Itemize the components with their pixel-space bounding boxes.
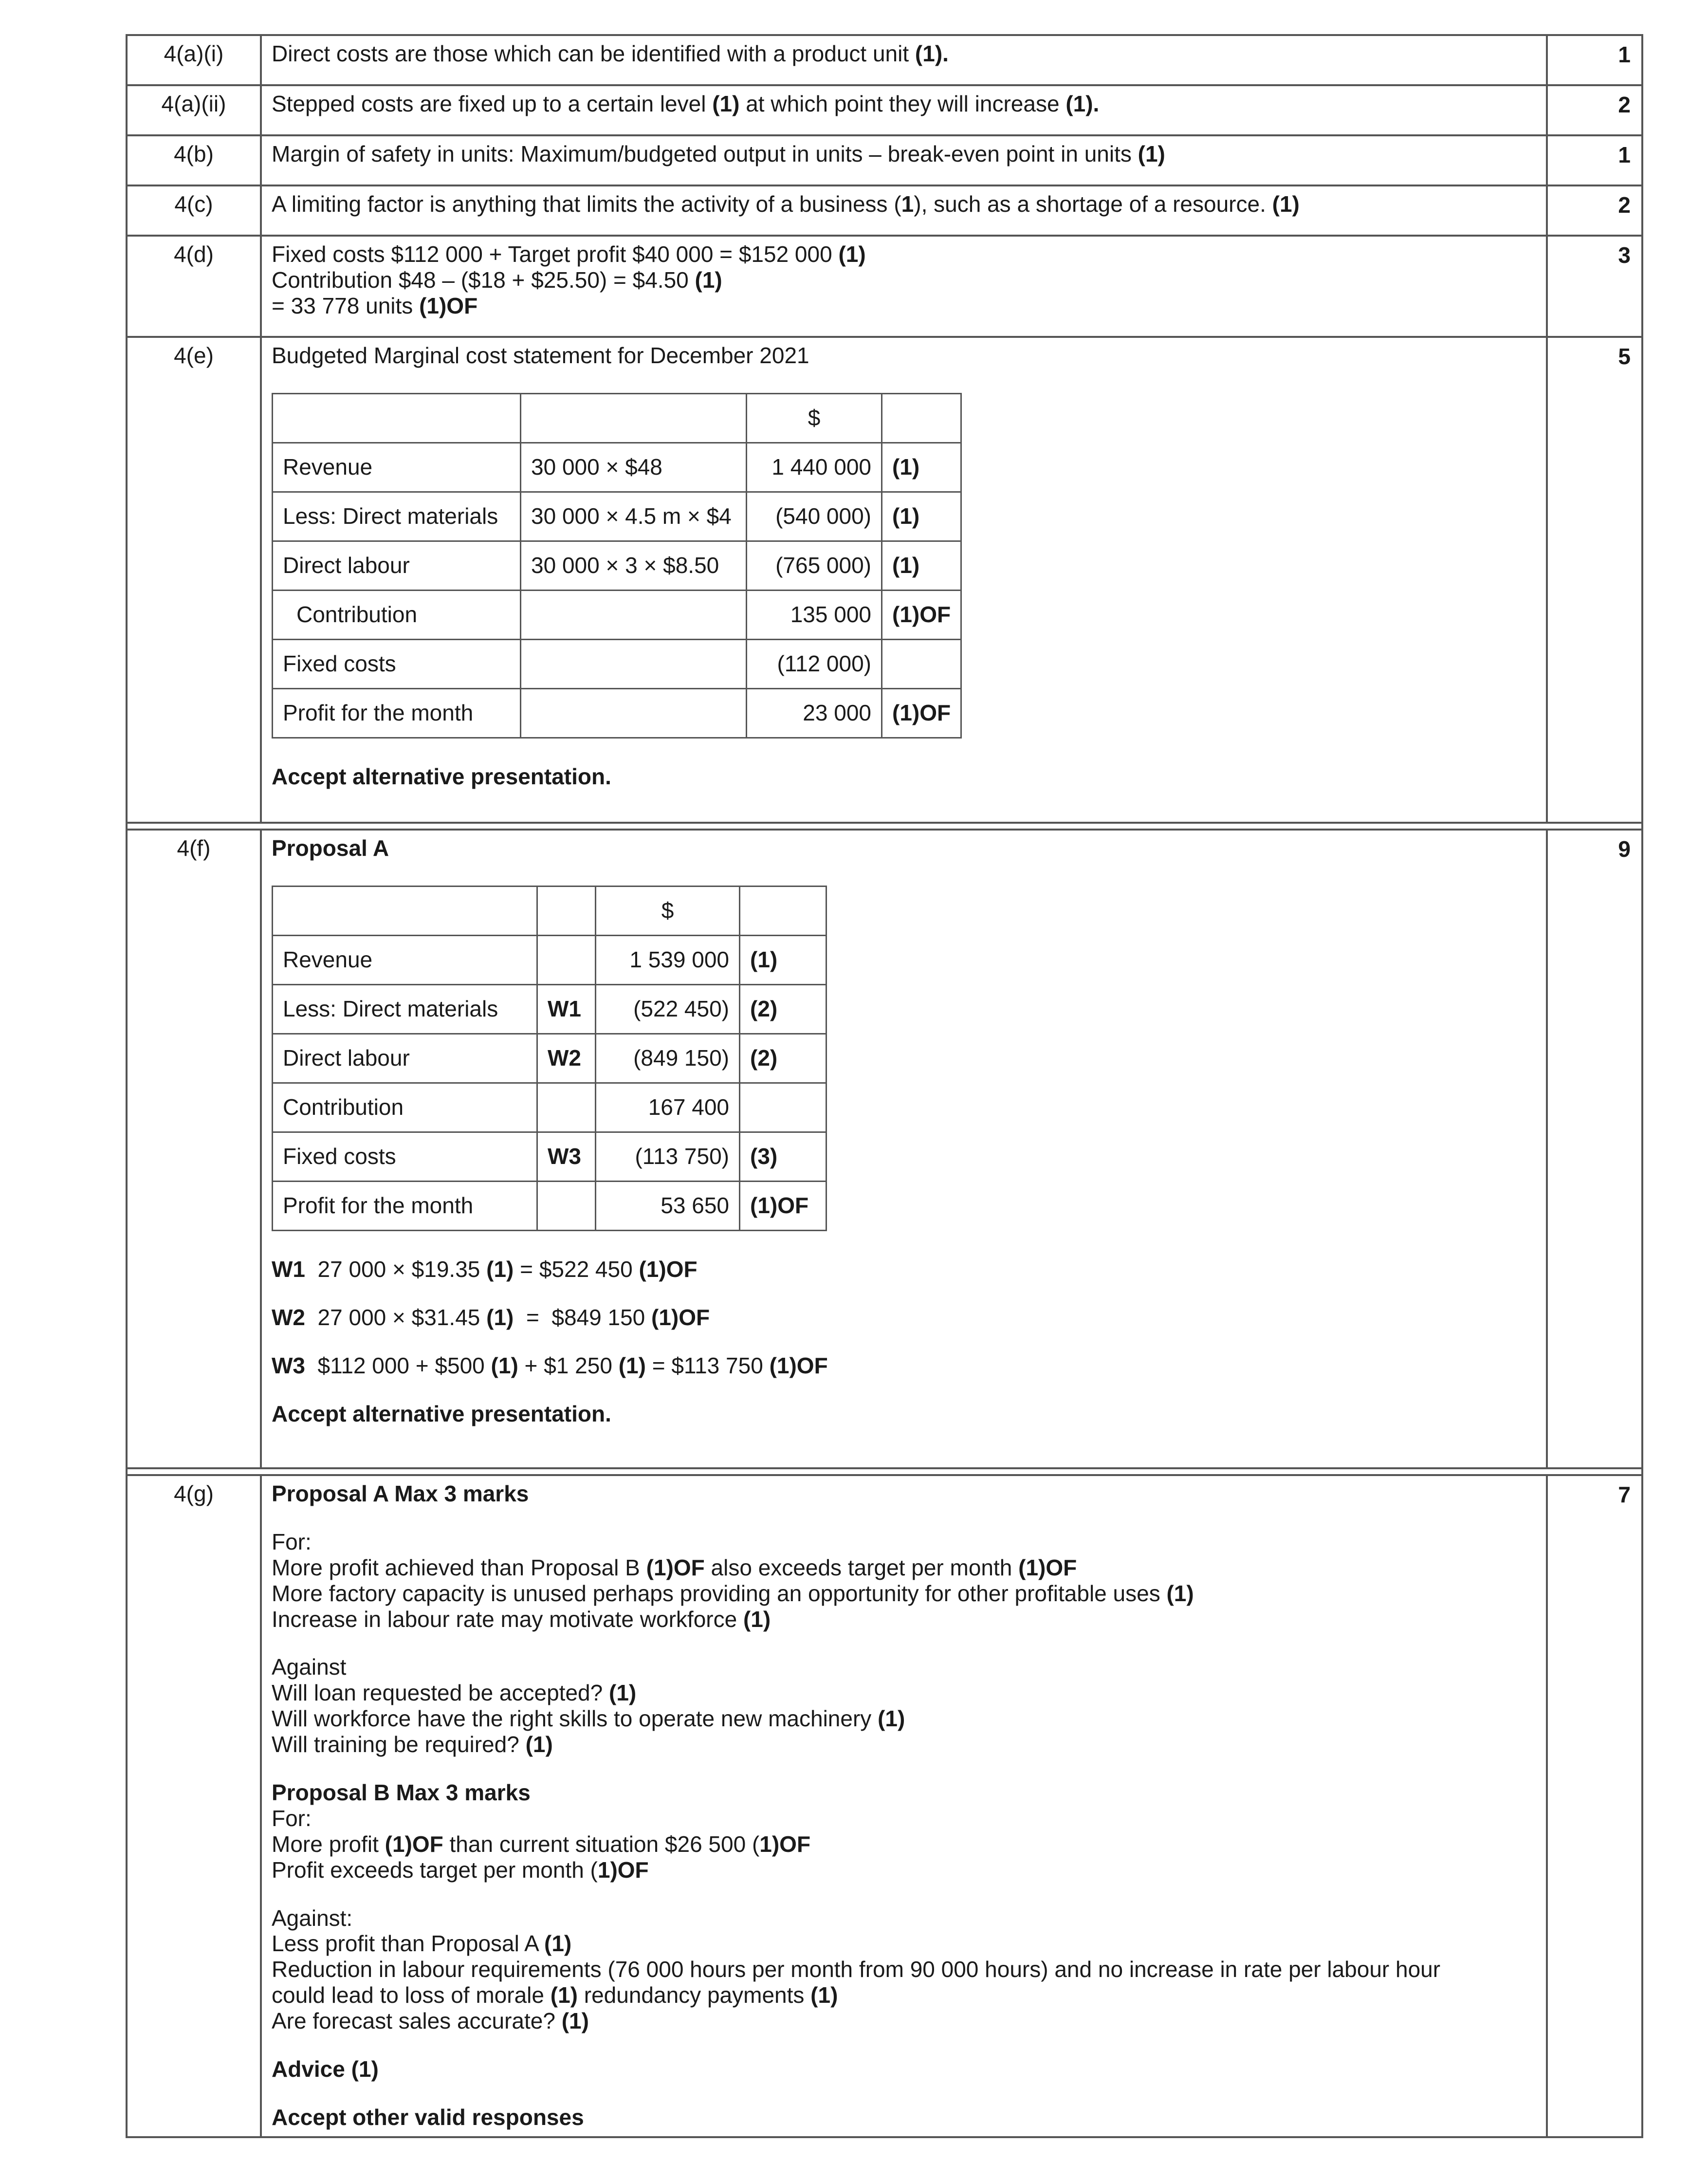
table-row: [273, 393, 961, 443]
line-item-label: Profit for the month: [273, 688, 521, 738]
line-item-label: Less: Direct materials: [273, 984, 537, 1034]
calculation: 30 000 × 3 × $8.50: [521, 541, 747, 590]
separator-spacer: [128, 824, 1641, 829]
working-text: 27 000 × $19.35: [305, 1256, 487, 1282]
amount: 135 000: [747, 590, 882, 639]
mark-allocation: 1)OF: [597, 1857, 649, 1883]
table-row: [273, 688, 961, 738]
line-item-label: Revenue: [273, 443, 521, 492]
working-ref: [537, 1181, 596, 1230]
line-item-label: Fixed costs: [273, 1132, 537, 1181]
calculation: 30 000 × 4.5 m × $4: [521, 492, 747, 541]
working-text: $112 000 + $500: [305, 1352, 491, 1378]
table-cell: [740, 886, 826, 935]
table-row: [127, 35, 1642, 85]
amount: 167 400: [596, 1083, 740, 1132]
answer-text: Profit exceeds target per month (: [272, 1857, 598, 1883]
mark-allocation: (1)OF: [769, 1352, 828, 1378]
question-number: 4(g): [127, 1475, 261, 2137]
mark-allocation: (1): [491, 1352, 518, 1378]
answer-text: More profit: [272, 1831, 385, 1857]
answer-text: Will workforce have the right skills to operate new machinery: [272, 1706, 878, 1732]
working-text: = $522 450: [514, 1256, 639, 1282]
mark-allocation: (1): [712, 91, 740, 116]
mark-allocation: (1): [486, 1256, 514, 1282]
mark-allocation: (3): [740, 1132, 826, 1181]
table-row: [127, 135, 1642, 185]
table-row: [127, 337, 1642, 823]
calculation: 30 000 × $48: [521, 443, 747, 492]
answer-text: Margin of safety in units: Maximum/budgeted output in units – break-even point in units: [272, 141, 1138, 166]
working-text: 27 000 × $31.45: [305, 1304, 487, 1330]
mark-allocation: (1): [695, 267, 722, 293]
mark-allocation: (1): [882, 541, 961, 590]
answer-text: A limiting factor is anything that limits the activity of a business (: [272, 191, 901, 217]
answer-cell: [261, 185, 1547, 236]
mark-allocation: (1): [878, 1706, 905, 1732]
table-row: [127, 236, 1642, 337]
table-row: [273, 886, 826, 935]
table-row: [273, 492, 961, 541]
mark-allocation: (1): [882, 443, 961, 492]
table-row: [273, 935, 826, 984]
answer-line: [272, 1857, 1536, 1883]
table-cell: [882, 393, 961, 443]
working-ref: [537, 1083, 596, 1132]
currency-header: $: [596, 886, 740, 935]
mark-allocation: (1): [1138, 141, 1165, 166]
table-cell: [537, 886, 596, 935]
table-row: [127, 1475, 1642, 2137]
mark-allocation: (1).: [915, 41, 949, 66]
mark-allocation: [882, 639, 961, 688]
row-separator: [127, 1468, 1642, 1475]
examiner-note-row: [272, 1401, 1536, 1427]
question-number: 4(b): [127, 135, 261, 185]
answer-line: [272, 1732, 1536, 1757]
mark-allocation: (1): [561, 2008, 589, 2034]
working-text: = $113 750: [645, 1352, 770, 1378]
answer-text: = 33 778 units: [272, 293, 420, 318]
proposal-a-heading: Proposal A Max 3 marks: [272, 1481, 529, 1506]
line-item-label: Fixed costs: [273, 639, 521, 688]
mark-allocation: (1): [525, 1732, 553, 1757]
answer-text: Direct costs are those which can be identified with a product unit: [272, 41, 915, 66]
answer-line: [272, 241, 1536, 267]
amount: (522 450): [596, 984, 740, 1034]
question-number: 4(e): [127, 337, 261, 823]
working-ref: [537, 935, 596, 984]
working-ref: W2: [537, 1034, 596, 1083]
proposal-b-heading: Proposal B Max 3 marks: [272, 1780, 531, 1806]
mark-allocation: (1)OF: [646, 1554, 705, 1580]
spacer: [272, 2082, 1536, 2105]
mark-allocation: (2): [740, 984, 826, 1034]
line-item-label: Revenue: [273, 935, 537, 984]
amount: (849 150): [596, 1034, 740, 1083]
mark-allocation: (1): [1272, 191, 1300, 217]
marks-value: 3: [1547, 236, 1642, 337]
question-number: 4(a)(ii): [127, 85, 261, 135]
mark-allocation: (1): [544, 1931, 572, 1957]
proposal-title: Proposal A: [272, 835, 389, 861]
amount: 1 440 000: [747, 443, 882, 492]
mark-allocation: (1)OF: [882, 688, 961, 738]
mark-allocation: (1): [838, 241, 866, 267]
table-row: [273, 1034, 826, 1083]
amount: (112 000): [747, 639, 882, 688]
line-item-label: Direct labour: [273, 1034, 537, 1083]
answer-line: [272, 293, 1536, 319]
against-label: Against: [272, 1654, 347, 1680]
line-item-label: Profit for the month: [273, 1181, 537, 1230]
answer-text: redundancy payments: [578, 1982, 811, 2008]
separator-cell: [127, 823, 1642, 830]
answer-line: [272, 1831, 1536, 1857]
question-number: 4(a)(i): [127, 35, 261, 85]
question-number: 4(d): [127, 236, 261, 337]
answer-text: than current situation $26 500 (: [443, 1831, 760, 1857]
answer-line: [272, 1581, 1536, 1607]
mark-allocation: 1)OF: [759, 1831, 811, 1857]
working-ref: W1: [537, 984, 596, 1034]
table-row: [273, 541, 961, 590]
table-cell: [273, 393, 521, 443]
answer-text: Less profit than Proposal A: [272, 1931, 545, 1957]
mark-allocation: (1): [743, 1606, 771, 1632]
spacer: [272, 2034, 1536, 2056]
table-row: [273, 443, 961, 492]
answer-line: Reduction in labour requirements (76 000 hours per month from 90 000 hours) and no increase in rate per labour hour: [272, 1957, 1441, 1982]
answer-cell: [261, 85, 1547, 135]
table-row: [273, 1083, 826, 1132]
table-row: [127, 85, 1642, 135]
mark-allocation: (1).: [1065, 91, 1100, 116]
marks-value: 1: [1547, 35, 1642, 85]
mark-allocation: (1)OF: [385, 1831, 443, 1857]
mark-allocation: (1)OF: [1018, 1554, 1077, 1580]
mark-allocation: (1): [486, 1304, 514, 1330]
mark-allocation: [740, 1083, 826, 1132]
answer-line: [272, 1607, 1536, 1632]
answer-cell: [261, 830, 1547, 1468]
table-row: [273, 590, 961, 639]
working-label: W2: [272, 1304, 305, 1330]
answer-line: [272, 1680, 1536, 1706]
answer-text: ), such as a shortage of a resource.: [914, 191, 1272, 217]
question-number: 4(f): [127, 830, 261, 1468]
amount: 1 539 000: [596, 935, 740, 984]
table-row: [273, 1181, 826, 1230]
amount: 23 000: [747, 688, 882, 738]
answer-text: could lead to loss of morale: [272, 1982, 551, 2008]
answer-cell: [261, 337, 1547, 823]
table-row: [127, 830, 1642, 1468]
mark-allocation: (1)OF: [639, 1256, 698, 1282]
answer-line: [272, 2008, 1536, 2034]
for-label: For:: [272, 1529, 312, 1554]
mark-allocation: (1)OF: [651, 1304, 710, 1330]
mark-scheme-table: [126, 34, 1643, 2138]
mark-scheme-document: [126, 34, 1631, 2159]
spacer: [272, 1757, 1536, 1780]
proposal-a-table: [272, 886, 827, 1231]
mark-allocation: (1): [882, 492, 961, 541]
answer-text: More profit achieved than Proposal B: [272, 1554, 646, 1580]
mark-allocation: (1)OF: [882, 590, 961, 639]
mark-allocation: (1): [550, 1982, 578, 2008]
line-item-label: Contribution: [273, 590, 521, 639]
spacer: [272, 1632, 1536, 1654]
amount: (765 000): [747, 541, 882, 590]
table-row: [273, 639, 961, 688]
statement-title: Budgeted Marginal cost statement for December 2021: [272, 343, 809, 368]
line-item-label: Less: Direct materials: [273, 492, 521, 541]
answer-text: Are forecast sales accurate?: [272, 2008, 562, 2034]
mark-allocation: (1)OF: [740, 1181, 826, 1230]
table-cell: [521, 393, 747, 443]
working-label: W1: [272, 1256, 305, 1282]
working-text: = $849 150: [514, 1304, 652, 1330]
separator-spacer: [128, 1469, 1641, 1474]
working-ref: W3: [537, 1132, 596, 1181]
answer-text: Increase in labour rate may motivate workforce: [272, 1606, 743, 1632]
amount: (540 000): [747, 492, 882, 541]
answer-line: [272, 267, 1536, 293]
mark-allocation: (1): [609, 1680, 637, 1706]
spacer: [272, 1507, 1536, 1529]
examiner-note: Accept other valid responses: [272, 2104, 584, 2130]
mark-allocation: (1): [618, 1352, 646, 1378]
for-label: For:: [272, 1805, 312, 1831]
examiner-note: Accept alternative presentation.: [272, 763, 611, 789]
advice-line: Advice (1): [272, 2056, 379, 2082]
calculation: [521, 590, 747, 639]
calculation: [521, 639, 747, 688]
working-label: W3: [272, 1352, 305, 1378]
line-item-label: Direct labour: [273, 541, 521, 590]
amount: (113 750): [596, 1132, 740, 1181]
marks-value: 1: [1547, 135, 1642, 185]
answer-cell: [261, 35, 1547, 85]
table-row: [273, 1132, 826, 1181]
mark-allocation: 1: [901, 191, 914, 217]
marks-value: 9: [1547, 830, 1642, 1468]
currency-header: $: [747, 393, 882, 443]
working-text: + $1 250: [518, 1352, 619, 1378]
mark-allocation: (1): [1166, 1580, 1194, 1606]
working-w3: [272, 1353, 1536, 1379]
answer-text: also exceeds target per month: [704, 1554, 1019, 1580]
answer-line: [272, 1555, 1536, 1581]
answer-line: [272, 1706, 1536, 1732]
working-w1: [272, 1256, 1536, 1282]
answer-cell: [261, 135, 1547, 185]
answer-text: at which point they will increase: [739, 91, 1066, 116]
examiner-note: Accept alternative presentation.: [272, 1401, 611, 1426]
marks-value: 2: [1547, 185, 1642, 236]
answer-cell: [261, 236, 1547, 337]
table-row: [273, 984, 826, 1034]
mark-allocation: (1): [740, 935, 826, 984]
marks-value: 7: [1547, 1475, 1642, 2137]
answer-line: [272, 1982, 1536, 2008]
row-separator: [127, 823, 1642, 830]
marginal-cost-statement-table: [272, 393, 962, 739]
against-label: Against:: [272, 1905, 353, 1931]
answer-text: Contribution $48 – ($18 + $25.50) = $4.50: [272, 267, 695, 293]
answer-text: Will training be required?: [272, 1732, 526, 1757]
marks-value: 2: [1547, 85, 1642, 135]
line-item-label: Contribution: [273, 1083, 537, 1132]
spacer: [272, 1883, 1536, 1905]
working-w2: [272, 1305, 1536, 1330]
calculation: [521, 688, 747, 738]
marks-value: 5: [1547, 337, 1642, 823]
question-number: 4(c): [127, 185, 261, 236]
answer-text: Fixed costs $112 000 + Target profit $40 000 = $152 000: [272, 241, 839, 267]
mark-allocation: (1): [810, 1982, 838, 2008]
answer-cell: [261, 1475, 1547, 2137]
table-row: [127, 185, 1642, 236]
amount: 53 650: [596, 1181, 740, 1230]
answer-text: More factory capacity is unused perhaps providing an opportunity for other profitable uses: [272, 1580, 1167, 1606]
answer-line: [272, 1931, 1536, 1957]
answer-text: Will loan requested be accepted?: [272, 1680, 609, 1706]
mark-allocation: (1)OF: [419, 293, 478, 318]
answer-text: Stepped costs are fixed up to a certain level: [272, 91, 713, 116]
table-cell: [273, 886, 537, 935]
mark-allocation: (2): [740, 1034, 826, 1083]
separator-cell: [127, 1468, 1642, 1475]
